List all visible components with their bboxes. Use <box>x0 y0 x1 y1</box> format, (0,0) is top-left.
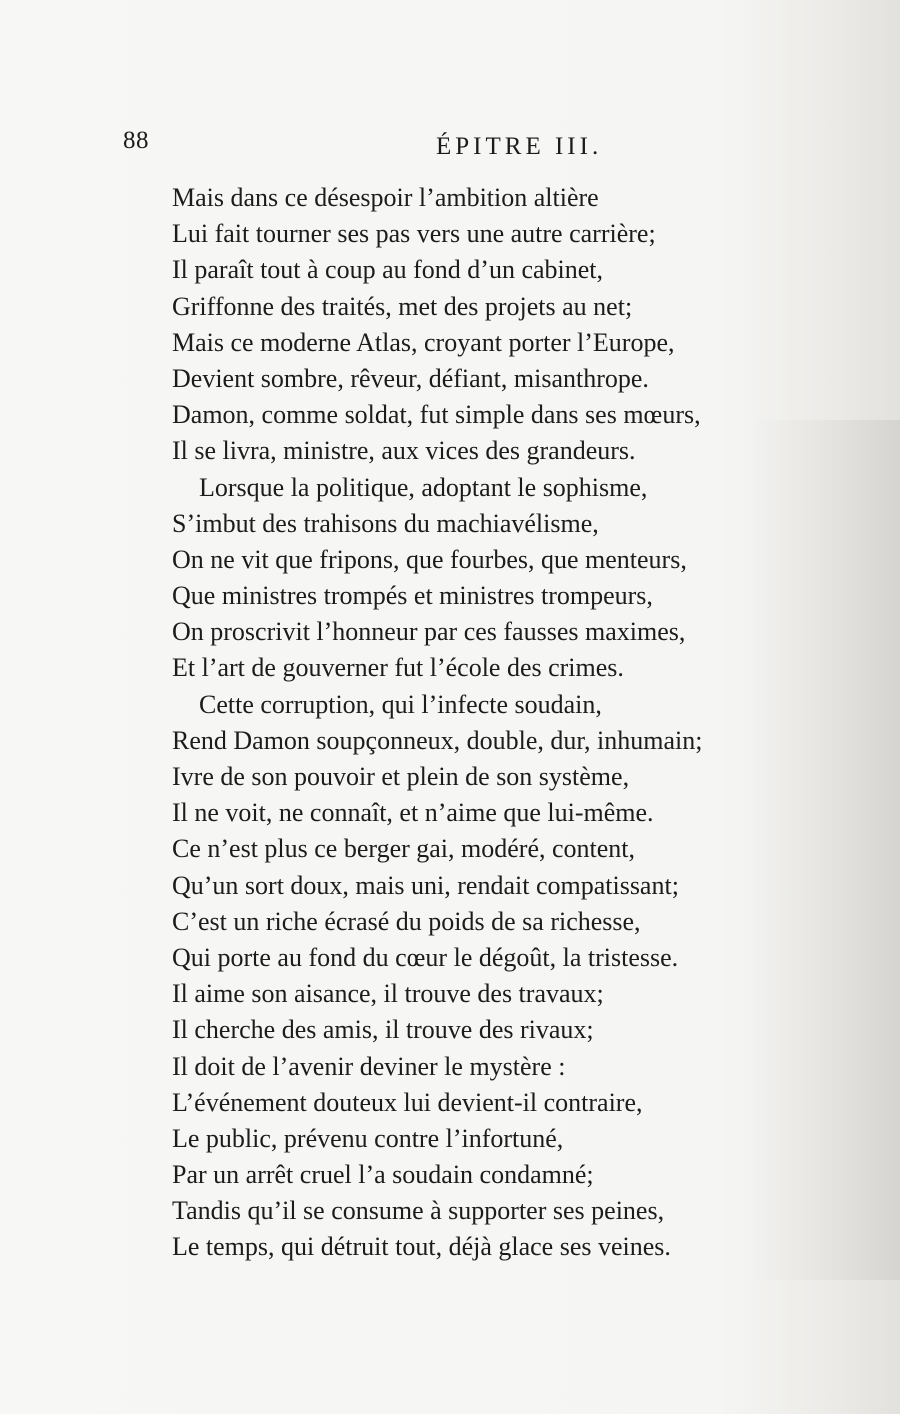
verse-line: Il se livra, ministre, aux vices des grandeurs. <box>172 436 636 466</box>
verse-line: Il paraît tout à coup au fond d’un cabinet, <box>172 255 604 285</box>
verse-line: Devient sombre, rêveur, défiant, misanthrope. <box>172 363 649 393</box>
verse-line: On proscrivit l’honneur par ces fausses maximes, <box>172 617 686 647</box>
verse-line: L’événement douteux lui devient-il contraire, <box>172 1087 643 1117</box>
verse-line: Et l’art de gouverner fut l’école des crimes. <box>172 653 624 683</box>
verse-line: Mais ce moderne Atlas, croyant porter l’Europe, <box>172 327 675 357</box>
verse-line: Que ministres trompés et ministres trompeurs, <box>172 581 653 611</box>
verse-line: C’est un riche écrasé du poids de sa richesse, <box>172 906 641 936</box>
verse-line: Rend Damon soupçonneux, double, dur, inhumain; <box>172 725 703 755</box>
verse-line: On ne vit que fripons, que fourbes, que menteurs, <box>172 544 687 574</box>
verse-line-stanza-start: Lorsque la politique, adoptant le sophisme, <box>199 472 648 502</box>
verse-line: Tandis qu’il se consume à supporter ses peines, <box>172 1196 665 1226</box>
verse-line: Il ne voit, ne connaît, et n’aime que lui-même. <box>172 798 654 828</box>
running-title: ÉPITRE III. <box>436 133 603 160</box>
verse-line: Griffonne des traités, met des projets au net; <box>172 291 633 321</box>
verse-line-stanza-start: Cette corruption, qui l’infecte soudain, <box>199 689 602 719</box>
verse-line: Il aime son aisance, il trouve des travaux; <box>172 979 604 1009</box>
poem-text <box>172 180 852 1266</box>
verse-line: Le public, prévenu contre l’infortuné, <box>172 1123 564 1153</box>
verse-line: Le temps, qui détruit tout, déjà glace ses veines. <box>172 1232 671 1262</box>
verse-line: Ivre de son pouvoir et plein de son système, <box>172 762 630 791</box>
verse-line: Qu’un sort doux, mais uni, rendait compatissant; <box>172 870 679 900</box>
verse-line: Mais dans ce désespoir l’ambition altière <box>172 183 599 212</box>
verse-line: Ce n’est plus ce berger gai, modéré, content, <box>172 834 636 864</box>
verse-line: Lui fait tourner ses pas vers une autre carrière; <box>172 219 656 249</box>
verse-line: Il doit de l’avenir deviner le mystère : <box>172 1051 566 1081</box>
verse-line: Damon, comme soldat, fut simple dans ses mœurs, <box>172 400 701 430</box>
page-number: 88 <box>123 127 149 154</box>
verse-line: S’imbut des trahisons du machiavélisme, <box>172 508 599 538</box>
verse-line: Qui porte au fond du cœur le dégoût, la tristesse. <box>172 942 679 972</box>
verse-line: Par un arrêt cruel l’a soudain condamné; <box>172 1160 594 1190</box>
verse-line: Il cherche des amis, il trouve des rivaux; <box>172 1015 594 1045</box>
